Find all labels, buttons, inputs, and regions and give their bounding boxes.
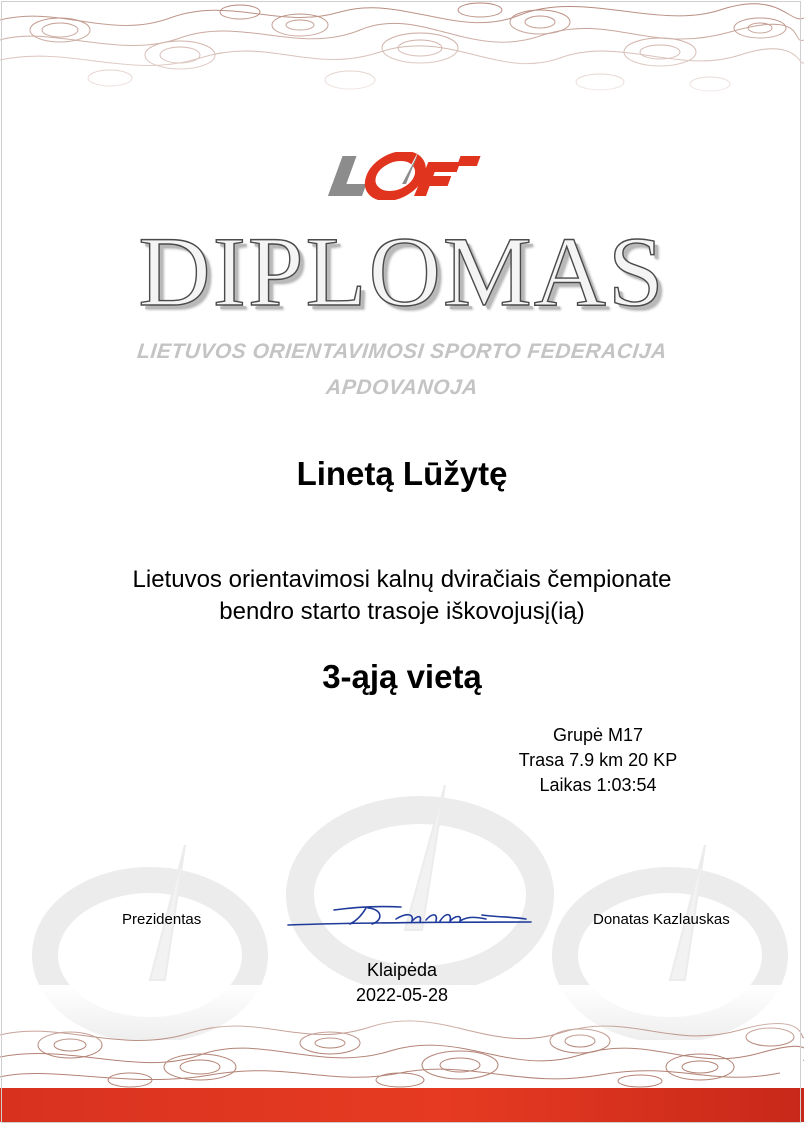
page-border [1,1,801,1123]
awards-line: APDOVANOJA [325,376,480,399]
date-text: 2022-05-28 [355,985,449,1005]
signer-role: Prezidentas [122,911,202,928]
diploma-title: DIPLOMAS [138,216,666,327]
signer-name: Donatas Kazlauskas [593,911,730,928]
place-text: 3-ąją vietą [322,658,482,695]
time-text: Laikas 1:03:54 [539,775,657,795]
event-line-1: Lietuvos orientavimosi kalnų dviračiais čempionate [132,566,672,593]
recipient-name: Linetą Lūžytę [296,455,508,492]
federation-line: LIETUVOS ORIENTAVIMOSI SPORTO FEDERACIJA [136,340,669,363]
course-text: Trasa 7.9 km 20 KP [518,750,678,770]
event-line-2: bendro starto trasoje iškovojusį(ią) [219,598,585,625]
city-text: Klaipėda [366,960,438,980]
group-text: Grupė M17 [552,725,644,745]
